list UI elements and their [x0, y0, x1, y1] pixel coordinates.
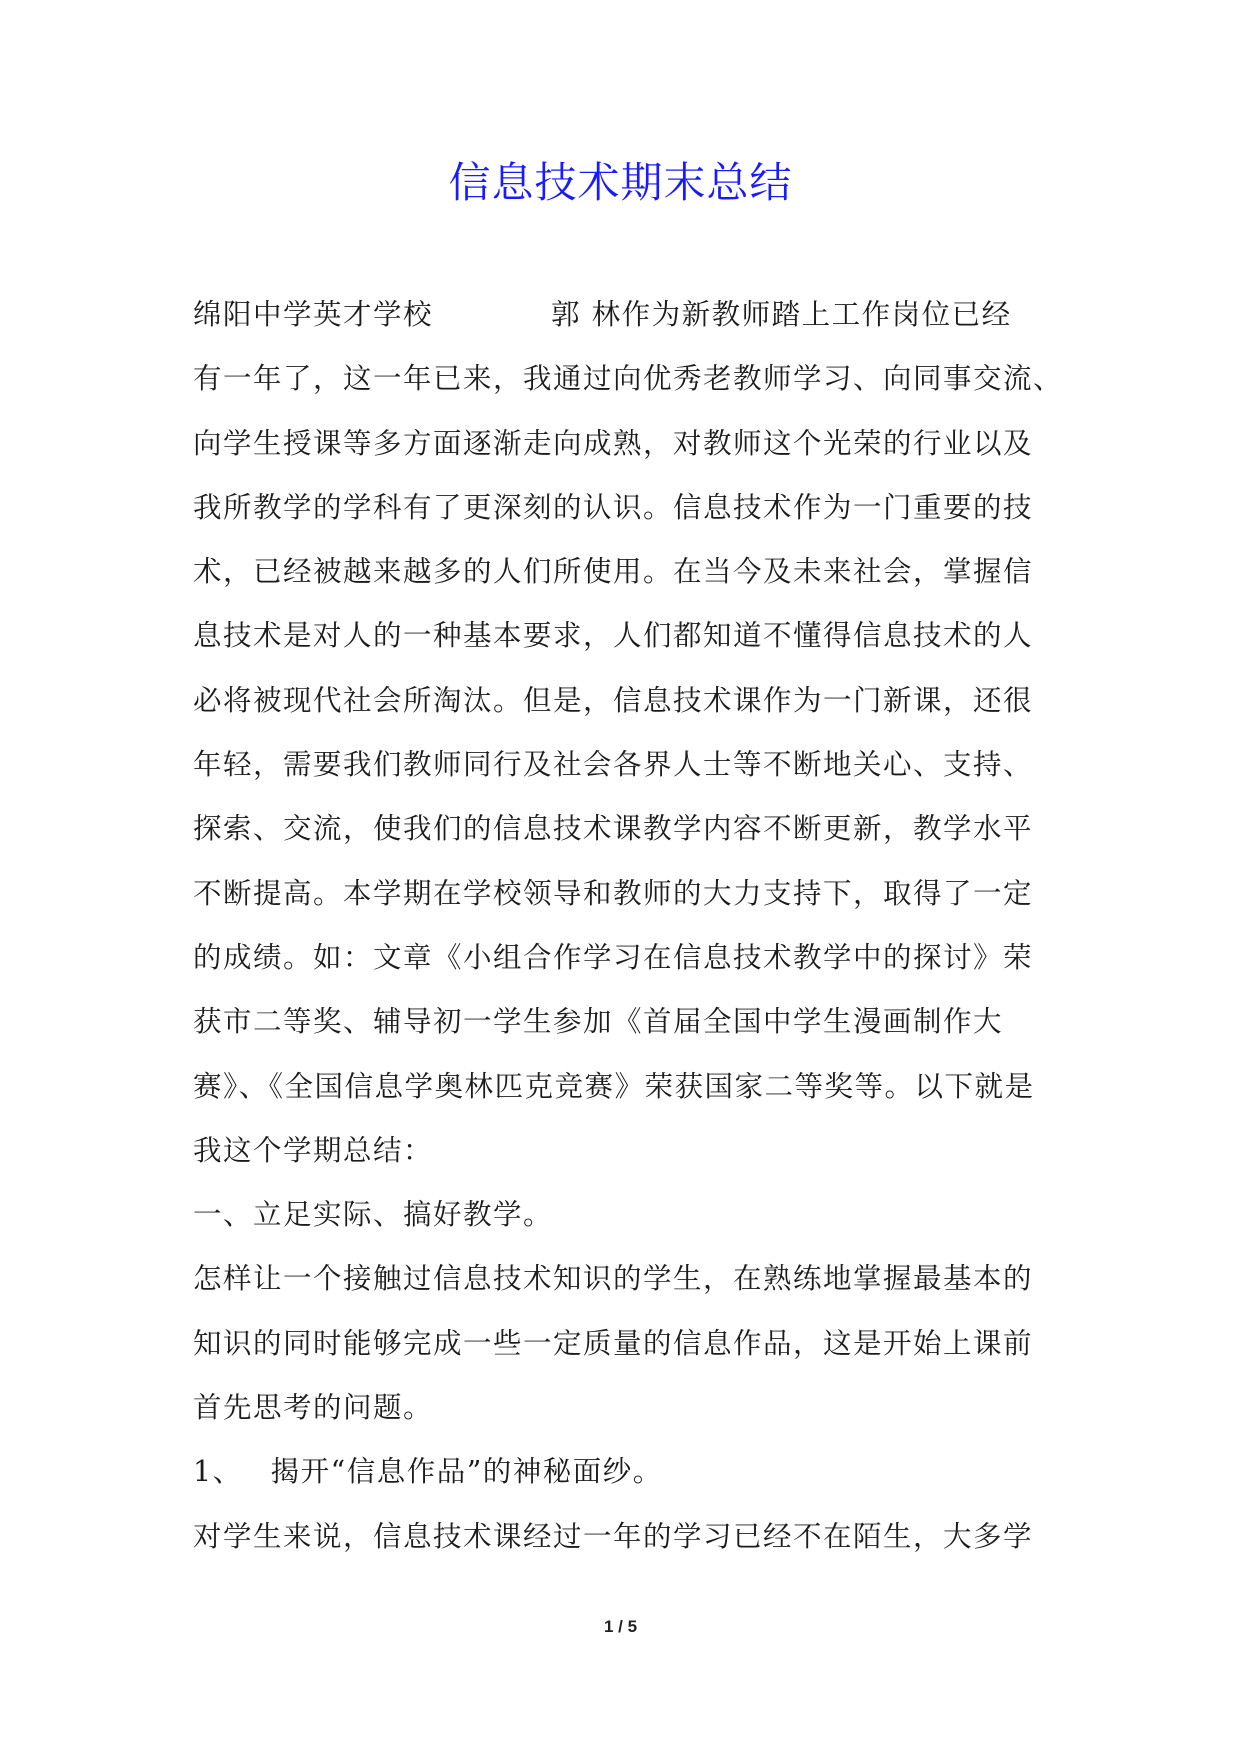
body-line: 有一年了，这一年已来，我通过向优秀老教师学习、向同事交流、: [193, 362, 1064, 396]
document-body: [193, 283, 1073, 1569]
subsection-heading: 揭开“信息作品”的神秘面纱。: [270, 1455, 663, 1489]
body-line: 赛》、《全国信息学奥林匹克竞赛》荣获国家二等奖等。以下就是: [193, 1069, 1035, 1103]
section-line: 知识的同时能够完成一些一定质量的信息作品，这是开始上课前: [193, 1326, 1034, 1360]
section-line: 首先思考的问题。: [193, 1391, 434, 1425]
page-indicator: 1 / 5: [603, 1617, 638, 1636]
school-name: 绵阳中学英才学校: [193, 298, 434, 331]
body-line: 息技术是对人的一种基本要求，人们都知道不懂得信息技术的人: [193, 619, 1034, 653]
first-line: [193, 283, 1073, 347]
section-line: 怎样让一个接触过信息技术知识的学生，在熟练地掌握最基本的: [193, 1262, 1034, 1296]
body-line: 不断提高。本学期在学校领导和教师的大力支持下，取得了一定: [193, 876, 1034, 910]
author-and-text: 郭 林作为新教师踏上工作岗位已经: [551, 298, 1012, 331]
body-line: 探索、交流，使我们的信息技术课教学内容不断更新，教学水平: [193, 812, 1034, 846]
body-line: 我这个学期总结：: [193, 1133, 434, 1167]
subsection-heading-line: [193, 1440, 1073, 1504]
body-line: 年轻，需要我们教师同行及社会各界人士等不断地关心、支持、: [193, 748, 1034, 782]
body-line: 获市二等奖、辅导初一学生参加《首届全国中学生漫画制作大: [193, 1005, 1004, 1039]
body-line: 的成绩。如：文章《小组合作学习在信息技术教学中的探讨》荣: [193, 940, 1034, 974]
body-line: 术，已经被越来越多的人们所使用。在当今及未来社会，掌握信: [193, 555, 1034, 589]
subsection-number: 1、: [193, 1455, 243, 1489]
body-line: 我所教学的学科有了更深刻的认识。信息技术作为一门重要的技: [193, 490, 1034, 524]
document-title: 信息技术期末总结: [448, 158, 793, 207]
body-line: 必将被现代社会所淘汰。但是，信息技术课作为一门新课，还很: [193, 683, 1034, 717]
section-heading: 一、立足实际、搞好教学。: [193, 1198, 554, 1232]
body-line: 向学生授课等多方面逐渐走向成熟，对教师这个光荣的行业以及: [193, 426, 1034, 460]
last-line: 对学生来说，信息技术课经过一年的学习已经不在陌生，大多学: [193, 1519, 1034, 1553]
